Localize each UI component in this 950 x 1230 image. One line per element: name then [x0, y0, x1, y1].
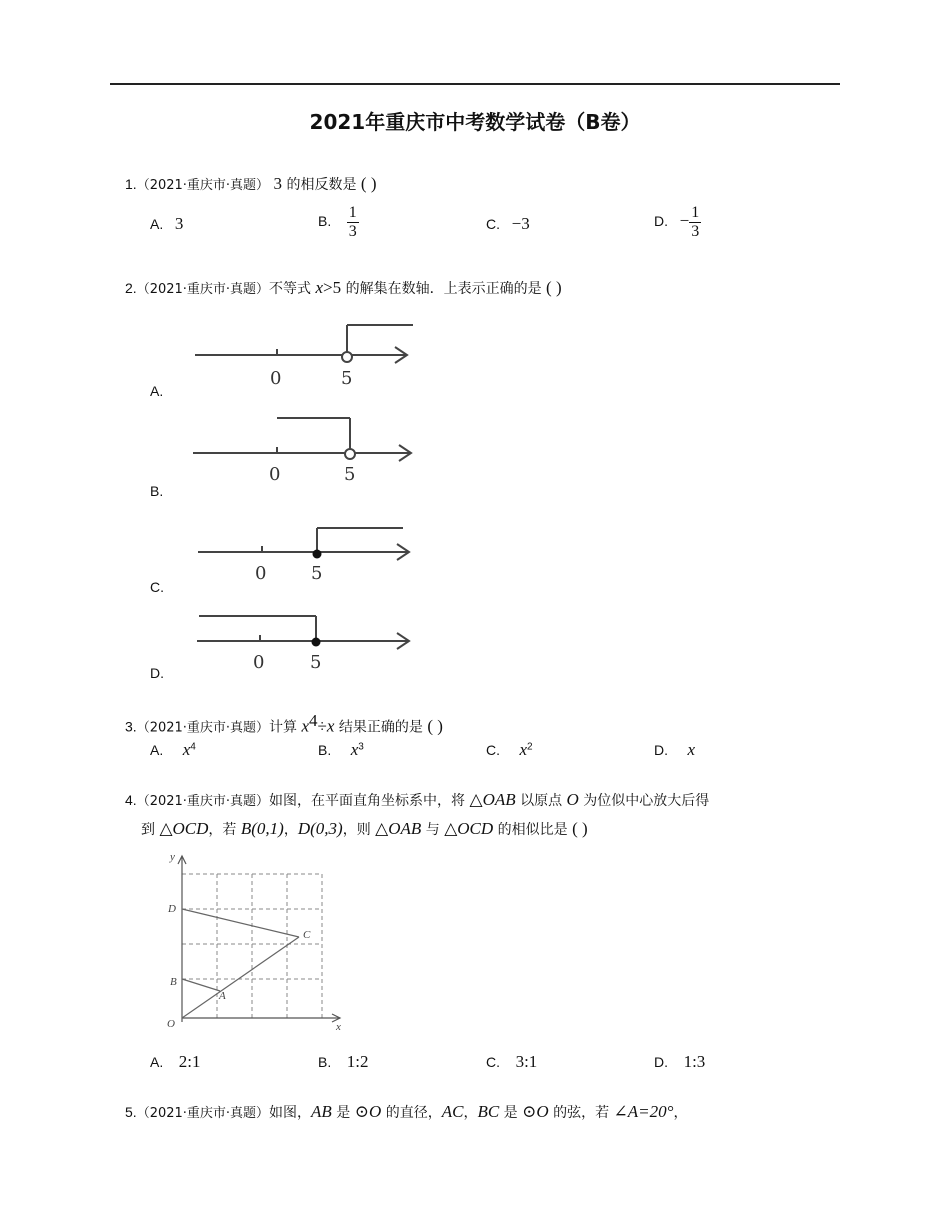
question-number: 2.: [125, 280, 137, 296]
question-number: 1.: [125, 176, 137, 192]
stem-number: 3: [273, 174, 282, 193]
option-base: x: [350, 740, 359, 759]
stem-text: 的直径，: [385, 1105, 442, 1121]
q2-option-b[interactable]: B.: [150, 483, 164, 499]
q3-option-d[interactable]: [654, 740, 695, 760]
number-line-b: [193, 416, 413, 486]
question-5: [125, 1100, 687, 1126]
point-d: D(0,3): [297, 819, 343, 838]
number-line-d: [197, 612, 413, 674]
option-value: 3:1: [515, 1052, 538, 1071]
option-label: B.: [318, 213, 332, 230]
q3-option-a[interactable]: [150, 740, 196, 760]
fraction: [347, 204, 359, 241]
five-label: 5: [341, 368, 353, 389]
stem-text: 结果正确的是: [338, 719, 423, 736]
denominator: 3: [348, 223, 357, 240]
q4-option-b[interactable]: [318, 1052, 369, 1072]
question-4: [125, 788, 709, 814]
option-label: C.: [486, 1054, 500, 1070]
option-label: D.: [654, 742, 668, 758]
option-base: x: [182, 740, 191, 759]
minus-sign: −: [679, 211, 690, 231]
option-value: 1:2: [346, 1052, 369, 1071]
comma: ，: [463, 1105, 478, 1121]
option-label: B.: [318, 1054, 332, 1070]
stem-text: 的相似比是: [497, 822, 568, 838]
header-rule: [110, 83, 840, 85]
option-value: 3: [174, 214, 184, 233]
question-3: [125, 709, 443, 741]
q4-option-a[interactable]: [150, 1052, 201, 1072]
zero-label: 0: [269, 464, 281, 485]
option-value: −3: [511, 214, 530, 233]
option-base: x: [687, 740, 695, 759]
stem-text: 如图，在平面直角坐标系中，将: [269, 793, 466, 809]
stem-text: 与: [425, 822, 440, 838]
q1-option-d[interactable]: [654, 204, 701, 241]
stem-text: 计算: [269, 719, 298, 736]
segment-ab: AB: [311, 1102, 332, 1121]
stem-text: 是: [336, 1105, 351, 1121]
angle-a: ∠A=20°: [613, 1102, 674, 1121]
number-line-a: [195, 322, 415, 392]
stem-text: 是: [503, 1105, 518, 1121]
q3-option-b[interactable]: [318, 740, 364, 760]
question-source: （2021·重庆市·真题）: [136, 1106, 270, 1121]
point-d-label: D: [168, 903, 176, 915]
q2-option-a[interactable]: A.: [150, 383, 164, 399]
question-source: （2021·重庆市·真题）: [136, 794, 270, 809]
question-source: （2021·重庆市·真题）: [136, 282, 270, 297]
inequality-variable: x: [315, 278, 324, 297]
stem-text: ，则: [342, 822, 371, 838]
point-a-label: A: [219, 990, 226, 1002]
origin-symbol: O: [566, 790, 579, 809]
expr-base: x: [301, 716, 310, 736]
numerator: 1: [691, 204, 700, 221]
circle-o: ⊙O: [354, 1102, 382, 1121]
stem-text: 以原点: [520, 793, 563, 809]
answer-blank: ( ): [572, 819, 588, 838]
option-exponent: 3: [358, 741, 364, 753]
x-axis-label: x: [336, 1021, 341, 1033]
stem-text: ，若: [208, 822, 237, 838]
segment-ac: AC: [441, 1102, 464, 1121]
option-label: A.: [150, 742, 164, 758]
five-label: 5: [344, 464, 356, 485]
option-value: 1:3: [683, 1052, 706, 1071]
question-4-line-2: [141, 817, 588, 842]
stem-text: 的弦，若: [553, 1105, 610, 1121]
zero-label: 0: [255, 563, 267, 584]
comma: ，: [673, 1105, 688, 1121]
q1-option-c[interactable]: [486, 214, 530, 234]
expr-exponent: 4: [309, 711, 318, 730]
stem-text: 的相反数是: [286, 177, 357, 193]
option-value: 2:1: [178, 1052, 201, 1071]
answer-blank: ( ): [360, 174, 377, 193]
question-2: [125, 276, 562, 302]
triangle-ocd: △OCD: [444, 819, 494, 838]
stem-text: 不等式: [269, 281, 312, 297]
coordinate-figure: [160, 852, 350, 1034]
stem-text: 如图，: [269, 1105, 312, 1121]
option-label: A.: [150, 216, 164, 232]
y-axis-label: y: [170, 851, 175, 863]
point-o-label: O: [167, 1018, 175, 1030]
option-label: D.: [654, 213, 668, 230]
triangle-ocd: △OCD: [159, 819, 209, 838]
point-b: B(0,1): [240, 819, 284, 838]
option-label: B.: [318, 742, 332, 758]
q2-option-c[interactable]: C.: [150, 579, 164, 595]
question-1: [125, 172, 376, 198]
five-label: 5: [310, 652, 322, 673]
option-base: x: [519, 740, 527, 759]
point-c-label: C: [303, 929, 311, 941]
expr-divisor: x: [326, 716, 335, 736]
q4-option-c[interactable]: [486, 1052, 537, 1072]
zero-label: 0: [253, 652, 265, 673]
triangle-oab: △OAB: [469, 790, 516, 809]
option-exponent: 4: [190, 741, 196, 753]
q4-option-d[interactable]: [654, 1052, 705, 1072]
inequality-rest: >5: [323, 278, 342, 297]
numerator: 1: [348, 204, 357, 221]
segment-bc: BC: [477, 1102, 500, 1121]
five-label: 5: [311, 563, 323, 584]
q1-option-b[interactable]: [318, 204, 359, 241]
question-source: （2021·重庆市·真题）: [136, 720, 270, 736]
option-label: C.: [486, 742, 500, 758]
answer-blank: ( ): [427, 716, 443, 736]
page-title: 2021年重庆市中考数学试卷（B卷）: [309, 110, 641, 134]
zero-label: 0: [270, 368, 282, 389]
triangle-oab: △OAB: [375, 819, 422, 838]
point-b-label: B: [170, 976, 177, 988]
answer-blank: ( ): [546, 278, 562, 297]
fraction: [689, 204, 701, 241]
option-label: D.: [654, 1054, 668, 1070]
question-number: 4.: [125, 792, 137, 808]
stem-text: 到: [141, 822, 155, 838]
stem-text: 为位似中心放大后得: [583, 793, 710, 809]
question-number: 3.: [125, 718, 137, 735]
stem-text: 的解集在数轴．上表示正确的是: [345, 281, 542, 297]
option-exponent: 2: [527, 741, 533, 753]
q1-option-a[interactable]: [150, 214, 183, 234]
number-line-c: [198, 525, 413, 587]
circle-o: ⊙O: [522, 1102, 549, 1121]
comma: ，: [283, 822, 298, 838]
q2-option-d[interactable]: D.: [150, 665, 164, 681]
q3-option-c[interactable]: [486, 740, 533, 760]
option-label: A.: [150, 1054, 164, 1070]
question-number: 5.: [125, 1104, 137, 1120]
denominator: 3: [691, 223, 700, 240]
expr-operator: ÷: [317, 716, 327, 736]
option-label: C.: [486, 216, 500, 232]
question-source: （2021·重庆市·真题）: [136, 178, 270, 193]
